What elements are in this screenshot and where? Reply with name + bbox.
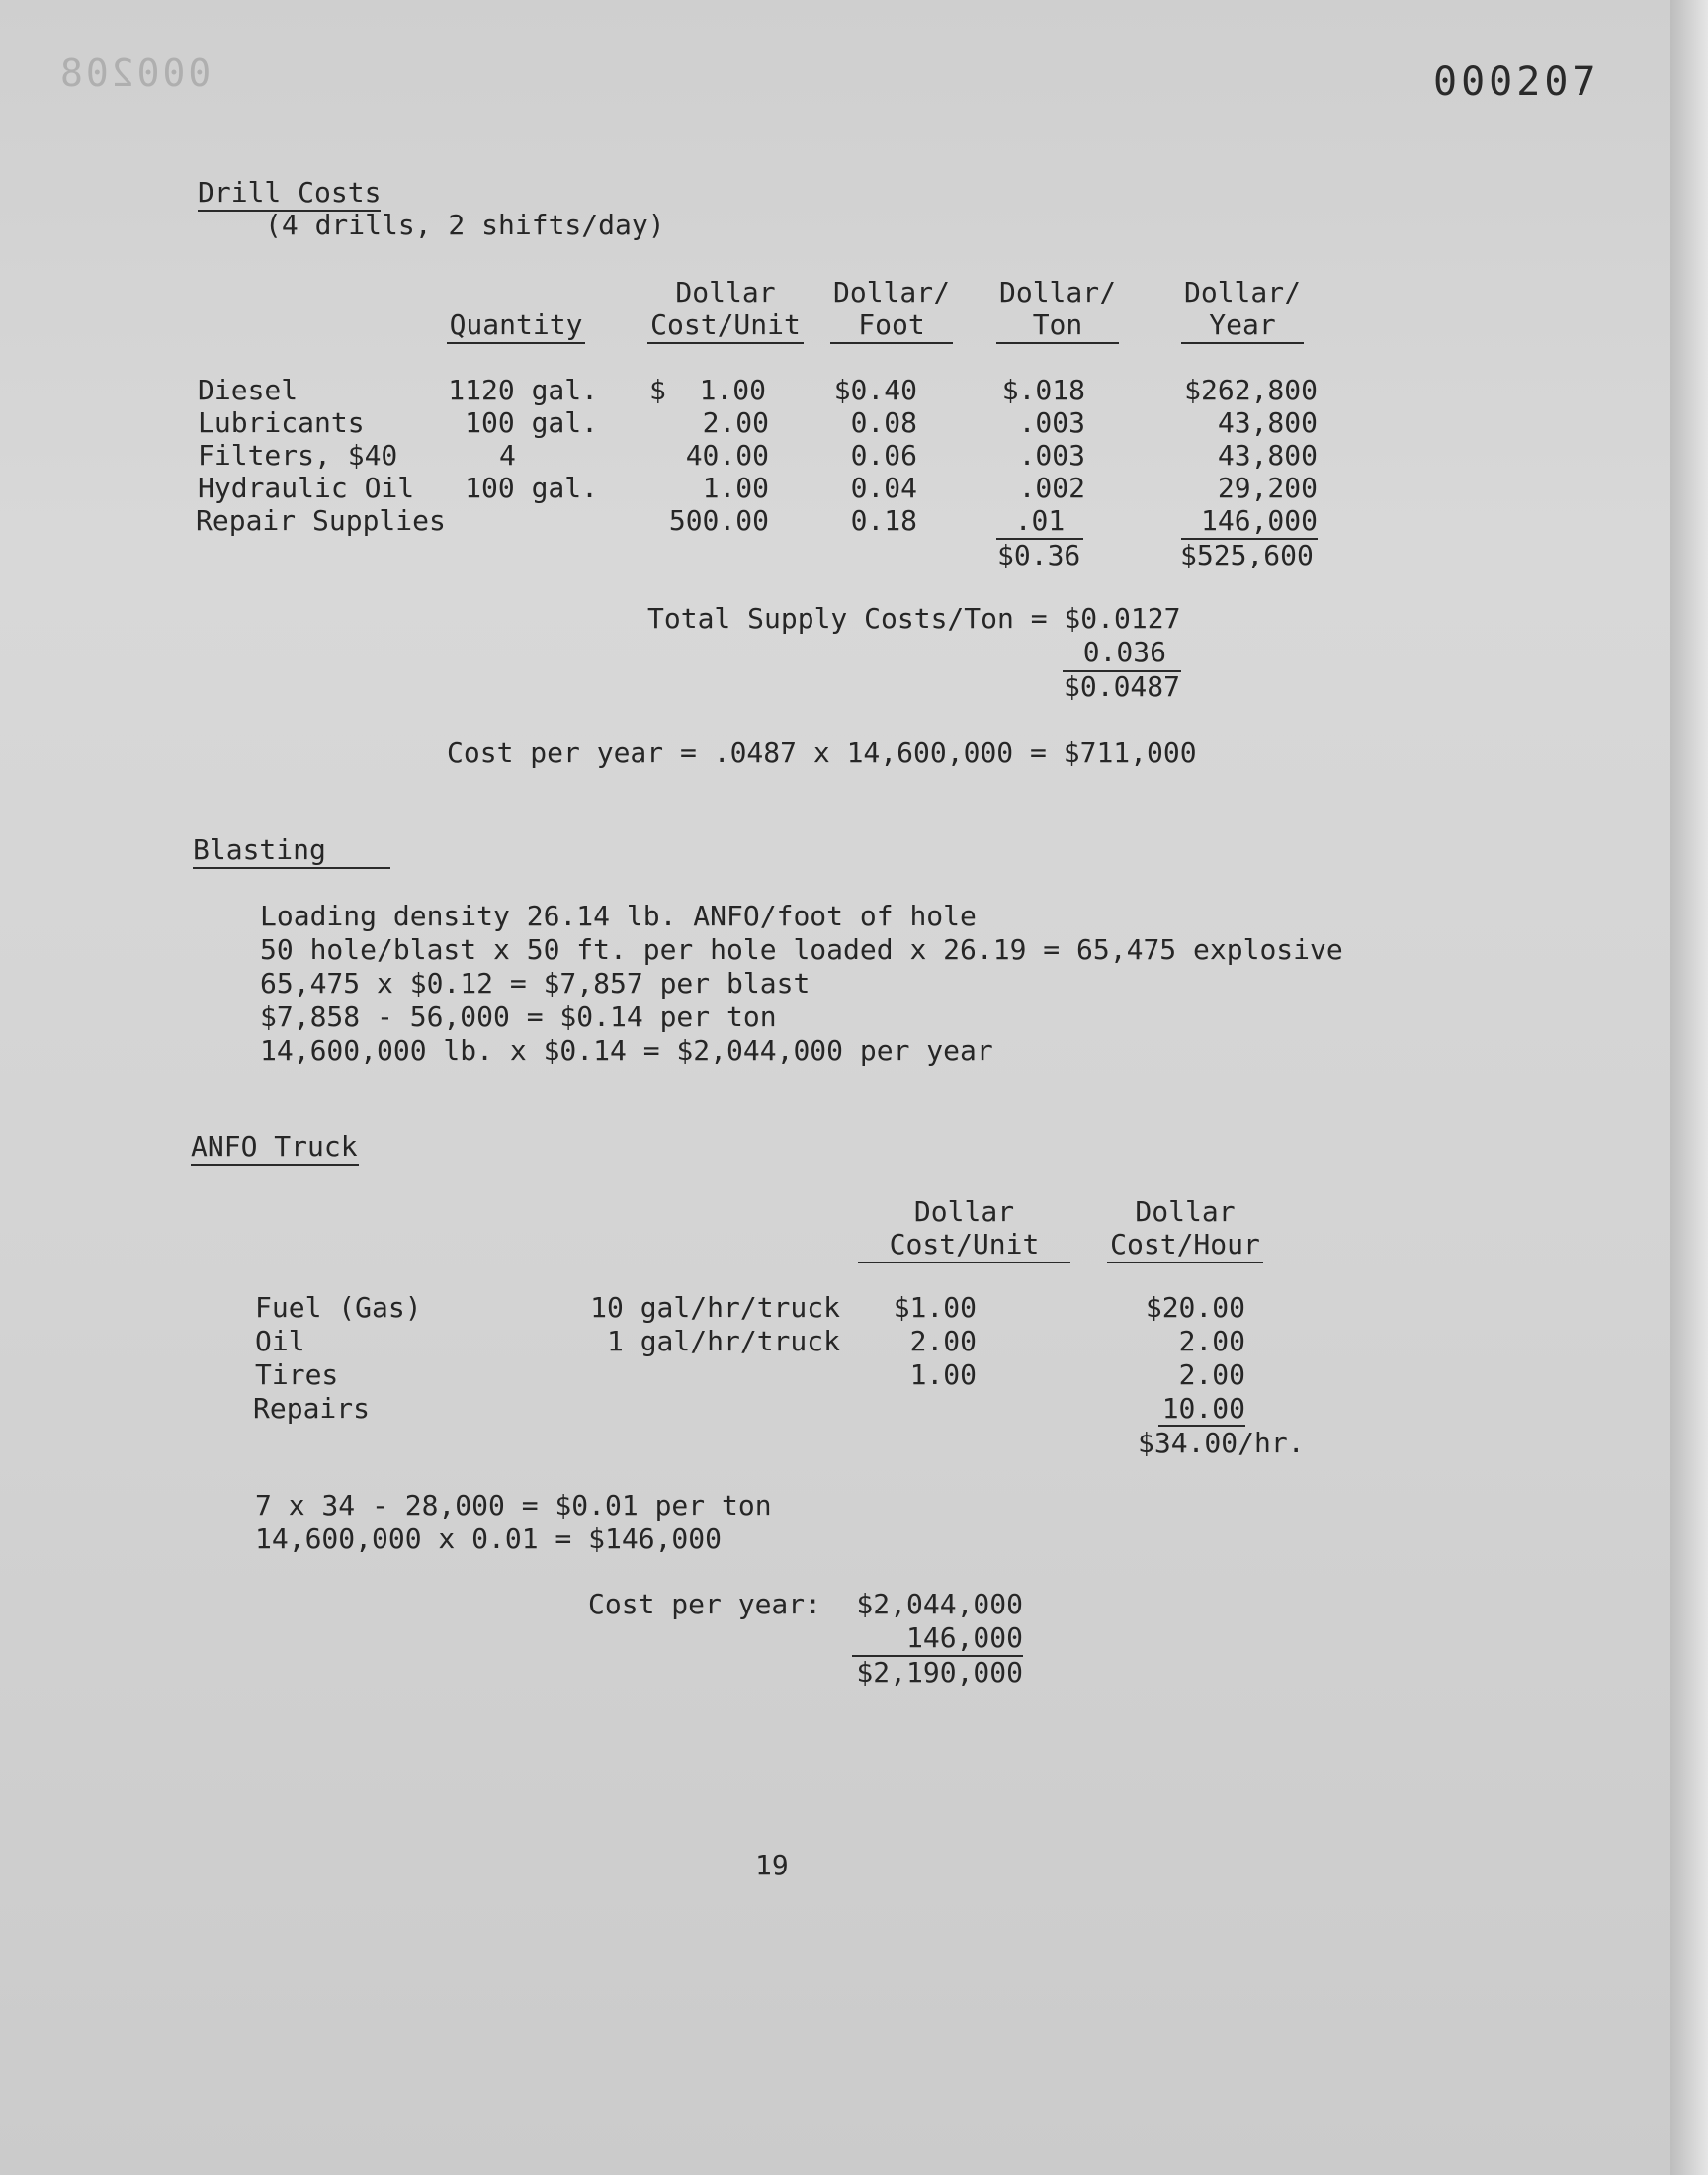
row-foot: 0.06	[850, 439, 917, 472]
anfo-cost-value: $2,190,000	[856, 1656, 1023, 1689]
row-year: 29,200	[1217, 472, 1318, 504]
anfo-row-unit: $1.00	[893, 1291, 977, 1324]
document-number: 000207	[1433, 59, 1600, 105]
row-cost: 2.00	[702, 406, 769, 439]
anfo-calc-line: 7 x 34 - 28,000 = $0.01 per ton	[255, 1489, 772, 1522]
anfo-total-hour: $34.00/hr.	[1138, 1427, 1305, 1459]
header-ton-1: Dollar/	[998, 276, 1116, 308]
row-ton: .01	[1014, 504, 1066, 537]
blasting-title: Blasting	[193, 833, 390, 869]
anfo-row-hour: $20.00	[1145, 1291, 1245, 1324]
anfo-header-hour-2: Cost/Hour	[1107, 1228, 1263, 1263]
anfo-cost-value: 146,000	[905, 1621, 1023, 1654]
row-item: Diesel	[198, 374, 299, 406]
page-number: 19	[755, 1849, 789, 1881]
anfo-row-unit: 2.00	[909, 1325, 977, 1357]
anfo-row-rate: 1 gal/hr/truck	[606, 1325, 840, 1357]
anfo-row-item: Fuel (Gas)	[255, 1291, 422, 1324]
row-item: Hydraulic Oil	[198, 472, 415, 504]
anfo-row-rate: 10 gal/hr/truck	[590, 1291, 840, 1324]
row-cost: 500.00	[668, 504, 769, 537]
row-cost: 40.00	[685, 439, 769, 472]
drill-cost-per-year: Cost per year = .0487 x 14,600,000 = $711,000	[447, 737, 1197, 769]
drill-title: Drill Costs	[198, 176, 381, 212]
drill-subtitle: (4 drills, 2 shifts/day)	[265, 209, 665, 241]
header-quantity: Quantity	[447, 308, 585, 344]
row-item: Repair Supplies	[196, 504, 446, 537]
anfo-row-hour: 10.00	[1161, 1392, 1245, 1425]
row-qty: 100 gal.	[465, 472, 598, 504]
header-foot-2: Foot	[830, 308, 953, 344]
supply-total: $0.0487	[1064, 670, 1181, 703]
anfo-cost-label: Cost per year:	[588, 1588, 822, 1620]
anfo-calc-line: 14,600,000 x 0.01 = $146,000	[255, 1522, 723, 1555]
row-year: 43,800	[1217, 406, 1318, 439]
row-ton: .003	[1018, 439, 1085, 472]
row-foot: 0.08	[850, 406, 917, 439]
blasting-line: Loading density 26.14 lb. ANFO/foot of hole	[260, 900, 977, 932]
page-edge	[1670, 0, 1708, 2175]
supply-add: 0.036	[1082, 636, 1166, 668]
anfo-row-item: Tires	[255, 1358, 339, 1391]
row-qty: 4	[499, 439, 516, 472]
blasting-line: $7,858 - 56,000 = $0.14 per ton	[260, 1000, 777, 1033]
row-cost: $ 1.00	[649, 374, 767, 406]
total-year: $525,600	[1180, 539, 1314, 571]
row-ton: .002	[1018, 472, 1085, 504]
row-ton: $.018	[1001, 374, 1085, 406]
row-foot: 0.04	[850, 472, 917, 504]
row-ton: .003	[1018, 406, 1085, 439]
blasting-line: 65,475 x $0.12 = $7,857 per blast	[260, 967, 811, 1000]
header-cost-unit-2: Cost/Unit	[647, 308, 804, 344]
anfo-header-unit-2: Cost/Unit	[858, 1228, 1070, 1263]
anfo-title: ANFO Truck	[191, 1130, 359, 1166]
row-year: $262,800	[1184, 374, 1318, 406]
anfo-header-hour-1: Dollar	[1135, 1195, 1236, 1228]
anfo-row-hour: 2.00	[1178, 1325, 1245, 1357]
anfo-header-unit-1: Dollar	[913, 1195, 1015, 1228]
row-cost: 1.00	[702, 472, 769, 504]
row-foot: $0.40	[833, 374, 917, 406]
total-ton: $0.36	[997, 539, 1081, 571]
header-year-1: Dollar/	[1183, 276, 1301, 308]
blasting-line: 50 hole/blast x 50 ft. per hole loaded x 26.19 = 65,475 explosive	[260, 933, 1343, 966]
row-year: 146,000	[1200, 504, 1318, 537]
anfo-cost-value: $2,044,000	[856, 1588, 1023, 1620]
row-item: Lubricants	[198, 406, 365, 439]
row-qty: 1120 gal.	[448, 374, 598, 406]
header-foot-1: Dollar/	[832, 276, 950, 308]
total-supply-label: Total Supply Costs/Ton = $0.0127	[647, 602, 1181, 635]
anfo-row-item: Repairs	[253, 1392, 371, 1425]
anfo-row-item: Oil	[255, 1325, 305, 1357]
header-year-2: Year	[1181, 308, 1304, 344]
header-ton-2: Ton	[996, 308, 1119, 344]
anfo-row-unit: 1.00	[909, 1358, 977, 1391]
row-foot: 0.18	[850, 504, 917, 537]
header-cost-unit-1: Dollar	[675, 276, 776, 308]
row-year: 43,800	[1217, 439, 1318, 472]
anfo-row-hour: 2.00	[1178, 1358, 1245, 1391]
blasting-line: 14,600,000 lb. x $0.14 = $2,044,000 per year	[260, 1034, 993, 1067]
mirrored-stamp: 000208	[57, 51, 212, 95]
row-qty: 100 gal.	[465, 406, 598, 439]
row-item: Filters, $40	[198, 439, 398, 472]
